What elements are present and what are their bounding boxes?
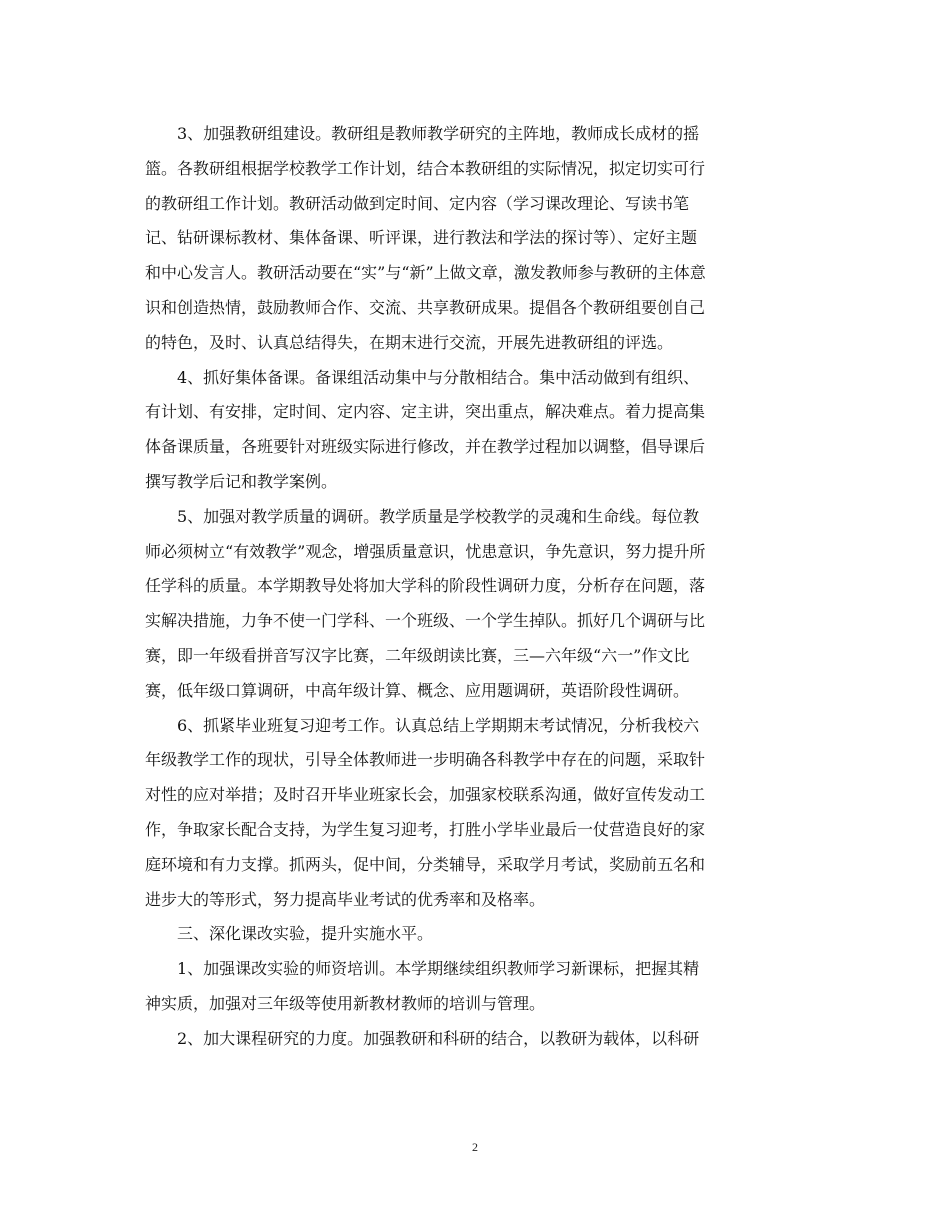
text-line: 的特色，及时、认真总结得失，在期末进行交流，开展先进教研组的评选。 <box>145 332 674 352</box>
text-line: 赛，低年级口算调研，中高年级计算、概念、应用题调研，英语阶段性调研。 <box>145 680 690 700</box>
text-line: 神实质，加强对三年级等使用新教材教师的培训与管理。 <box>145 993 546 1013</box>
text-line: 记、钻研课标教材、集体备课、听评课，进行教法和学法的探讨等）、定好主题 <box>145 228 698 248</box>
text-line: 师必须树立“有效教学”观念，增强质量意识，忧患意识，争先意识，努力提升所 <box>145 541 706 561</box>
text-line: 篮。各教研组根据学校教学工作计划，结合本教研组的实际情况，拟定切实可行 <box>145 158 706 178</box>
text-line: 6、抓紧毕业班复习迎考工作。认真总结上学期期末考试情况，分析我校六 <box>177 715 700 735</box>
text-line: 三、深化课改实验，提升实施水平。 <box>177 924 434 944</box>
document-body <box>145 117 805 1057</box>
text-line: 进步大的等形式，努力提高毕业考试的优秀率和及格率。 <box>145 889 546 909</box>
text-line: 2、加大课程研究的力度。加强教研和科研的结合，以教研为载体，以科研 <box>177 1028 700 1048</box>
text-line: 庭环境和有力支撑。抓两头，促中间，分类辅导，采取学月考试，奖励前五名和 <box>145 854 706 874</box>
text-line: 实解决措施，力争不使一门学科、一个班级、一个学生掉队。抓好几个调研与比 <box>145 611 706 631</box>
text-line: 3、加强教研组建设。教研组是教师教学研究的主阵地，教师成长成材的摇 <box>177 124 700 143</box>
text-line: 1、加强课改实验的师资培训。本学期继续组织教师学习新课标，把握其精 <box>177 959 700 979</box>
text-line: 体备课质量，各班要针对班级实际进行修改，并在教学过程加以调整，倡导课后 <box>145 437 706 457</box>
text-line: 对性的应对举措；及时召开毕业班家长会，加强家校联系沟通，做好宣传发动工 <box>145 785 706 805</box>
text-line: 年级教学工作的现状，引导全体教师进一步明确各科教学中存在的问题，采取针 <box>145 750 706 770</box>
text-line: 赛，即一年级看拼音写汉字比赛，二年级朗读比赛，三—六年级“六一”作文比 <box>145 645 690 665</box>
text-line: 识和创造热情，鼓励教师合作、交流、共享教研成果。提倡各个教研组要创自己 <box>145 297 706 317</box>
text-line: 和中心发言人。教研活动要在“实”与“新”上做文章，激发教师参与教研的主体意 <box>145 263 706 283</box>
text-line: 作，争取家长配合支持，为学生复习迎考，打胜小学毕业最后一仗营造良好的家 <box>145 819 706 839</box>
text-line: 5、加强对教学质量的调研。教学质量是学校教学的灵魂和生命线。每位教 <box>177 506 700 526</box>
text-line: 任学科的质量。本学期教导处将加大学科的阶段性调研力度，分析存在问题，落 <box>145 576 706 596</box>
text-line: 4、抓好集体备课。备课组活动集中与分散相结合。集中活动做到有组织、 <box>177 367 700 387</box>
text-line: 的教研组工作计划。教研活动做到定时间、定内容（学习课改理论、写读书笔 <box>145 193 690 213</box>
text-line: 撰写教学后记和教学案例。 <box>145 471 338 491</box>
page-number: 2 <box>472 1140 478 1154</box>
text-line: 有计划、有安排，定时间、定内容、定主讲，突出重点，解决难点。着力提高集 <box>145 402 706 422</box>
